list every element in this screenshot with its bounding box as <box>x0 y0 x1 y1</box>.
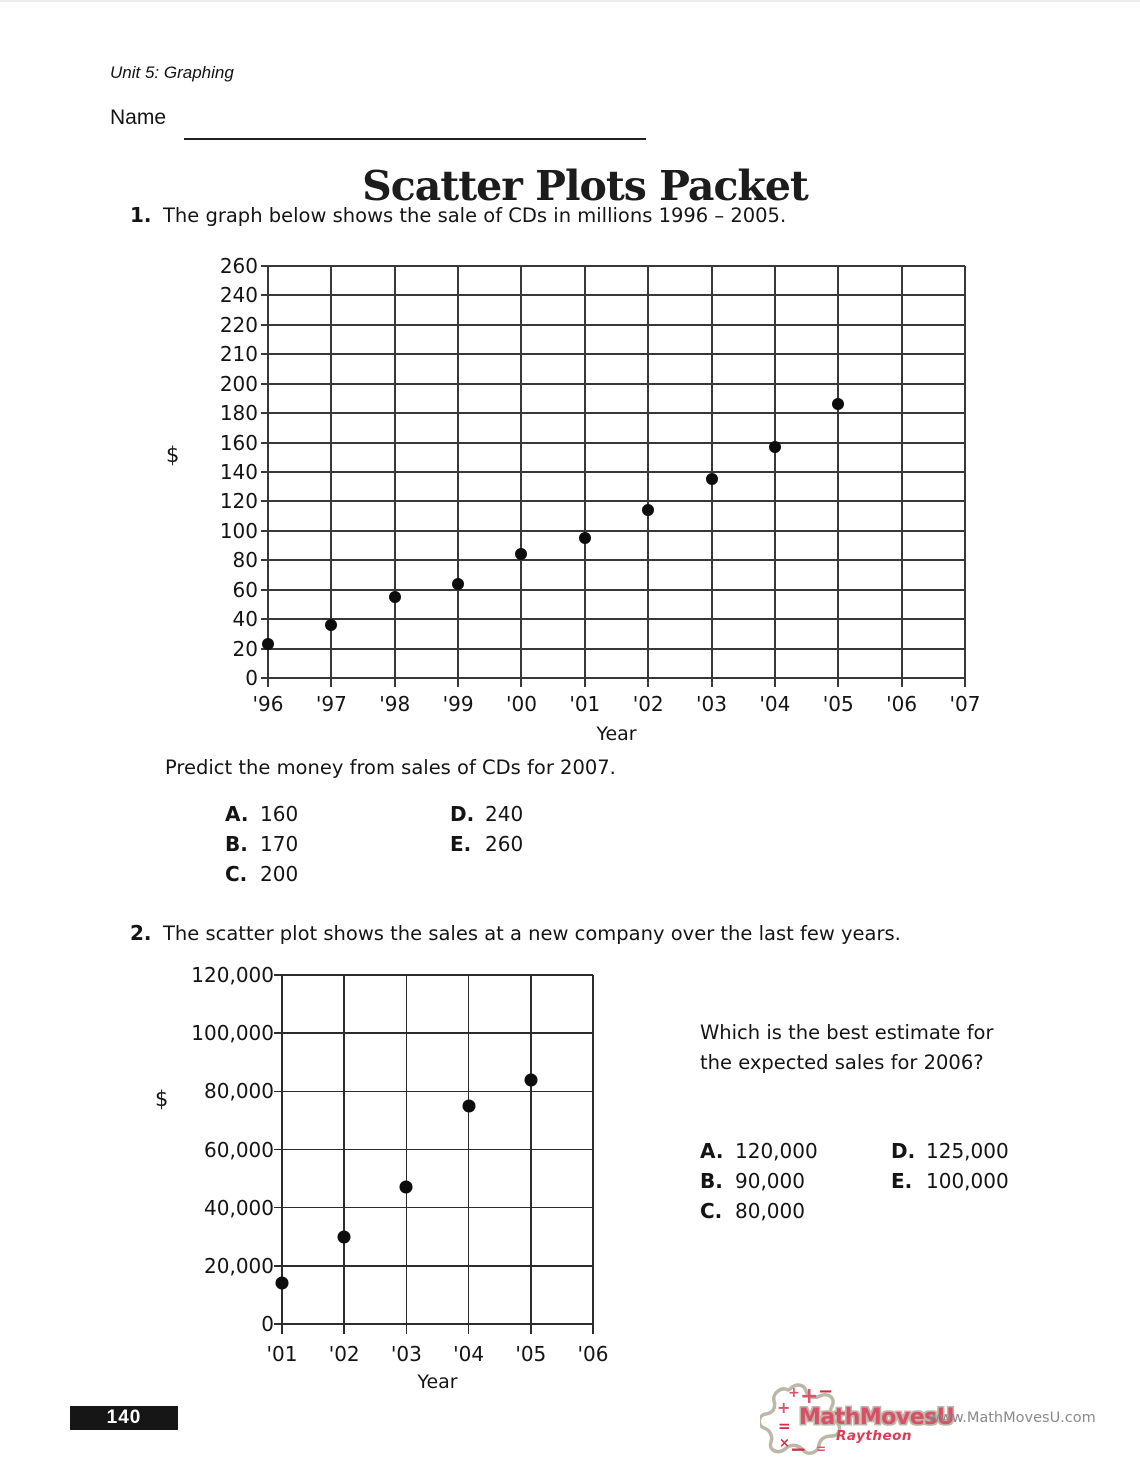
y-tick-label: 60,000 <box>204 1137 274 1162</box>
answer-option-letter: E. <box>450 832 472 856</box>
answer-option <box>700 1166 818 1196</box>
svg-text:+: + <box>777 1398 791 1417</box>
y-tick-label: 20 <box>232 636 258 661</box>
svg-text:+: + <box>788 1385 800 1401</box>
gridline-vertical <box>468 975 470 1334</box>
x-tick-label: '98 <box>379 692 411 716</box>
question2-options-column2 <box>891 1136 1009 1196</box>
y-tick-label: 160 <box>219 430 258 455</box>
company-chart-x-axis-title: Year <box>417 1371 458 1393</box>
name-blank-line <box>184 110 646 140</box>
x-tick-label: '03 <box>390 1342 422 1366</box>
y-tick-label: 80 <box>232 548 258 573</box>
y-tick-label: 20,000 <box>204 1253 274 1278</box>
gridline-vertical <box>394 266 396 687</box>
data-point <box>389 591 401 603</box>
y-tick-label: 40 <box>232 607 258 632</box>
x-tick-label: '05 <box>515 1342 547 1366</box>
gridline-horizontal <box>261 442 965 444</box>
x-tick-label: '06 <box>577 1342 609 1366</box>
answer-option-letter: D. <box>450 802 475 826</box>
data-point <box>832 398 844 410</box>
raytheon-logo-text: Raytheon <box>836 1428 912 1444</box>
answer-option-value: 240 <box>485 802 524 826</box>
data-point <box>515 548 527 560</box>
answer-option <box>891 1136 1009 1166</box>
x-tick-label: '02 <box>632 692 664 716</box>
data-point <box>579 532 591 544</box>
data-point <box>462 1099 475 1112</box>
y-tick-label: 140 <box>219 460 258 484</box>
gridline-vertical <box>530 975 532 1334</box>
gridline-vertical <box>457 266 459 687</box>
data-point <box>338 1230 351 1243</box>
y-tick-label: 180 <box>219 401 258 426</box>
data-point <box>400 1181 413 1194</box>
gridline-horizontal <box>261 324 965 326</box>
svg-text:=: = <box>778 1417 791 1435</box>
gridline-horizontal <box>274 1032 593 1034</box>
question1-stem: The graph below shows the sale of CDs in millions 1996 – 2005. <box>163 204 787 227</box>
cd-chart-x-axis-labels <box>252 692 981 716</box>
y-tick-label: 80,000 <box>204 1079 274 1104</box>
x-tick-label: '02 <box>328 1342 360 1366</box>
y-tick-label: 40,000 <box>204 1195 274 1220</box>
gridline-vertical <box>647 266 649 687</box>
cd-chart-y-axis-labels <box>150 254 258 690</box>
gridline-vertical <box>774 266 776 687</box>
answer-option-letter: D. <box>891 1139 916 1163</box>
svg-text:=: = <box>816 1442 827 1456</box>
y-tick-label: 220 <box>219 312 258 337</box>
answer-option-value: 120,000 <box>735 1139 818 1163</box>
gridline-horizontal <box>261 265 965 267</box>
y-tick-label: 120,000 <box>191 963 274 987</box>
gridline-horizontal <box>274 1265 593 1267</box>
data-point <box>325 619 337 631</box>
gridline-vertical <box>837 266 839 687</box>
y-tick-label: 60 <box>232 577 258 602</box>
gridline-horizontal <box>261 353 965 355</box>
data-point <box>452 578 464 590</box>
gridline-horizontal <box>274 1091 593 1093</box>
gridline-horizontal <box>274 974 593 976</box>
x-tick-label: '04 <box>759 692 791 716</box>
gridline-vertical <box>343 975 345 1334</box>
data-point <box>262 638 274 650</box>
gridline-vertical <box>584 266 586 687</box>
company-chart-y-axis-labels <box>140 963 274 1336</box>
data-point <box>642 504 654 516</box>
answer-option-value: 200 <box>260 862 299 886</box>
gridline-horizontal <box>261 383 965 385</box>
x-tick-label: '01 <box>569 692 601 716</box>
gridline-horizontal <box>261 648 965 650</box>
answer-option-letter: A. <box>225 802 249 826</box>
data-point <box>276 1277 289 1290</box>
question2-number: 2. <box>130 921 152 945</box>
gridline-vertical <box>406 975 408 1334</box>
answer-option-letter: C. <box>225 862 248 886</box>
answer-option-letter: A. <box>700 1139 724 1163</box>
gridline-horizontal <box>274 1323 593 1325</box>
data-point <box>706 473 718 485</box>
x-tick-label: '03 <box>696 692 728 716</box>
gridline-horizontal <box>261 530 965 532</box>
answer-option-value: 160 <box>260 802 299 826</box>
cd-chart-x-axis-title: Year <box>596 723 637 745</box>
gridline-vertical <box>901 266 903 687</box>
answer-option-value: 90,000 <box>735 1169 805 1193</box>
gridline-horizontal <box>261 677 965 679</box>
gridline-vertical <box>964 266 966 687</box>
answer-option-value: 80,000 <box>735 1199 805 1223</box>
cd-sales-scatter-plot <box>268 266 965 678</box>
answer-option <box>700 1136 818 1166</box>
gridline-horizontal <box>261 471 965 473</box>
answer-option-value: 125,000 <box>926 1139 1009 1163</box>
answer-option-letter: E. <box>891 1169 913 1193</box>
company-chart-x-axis-labels <box>266 1342 609 1366</box>
answer-option-letter: C. <box>700 1199 723 1223</box>
question1-options-column2 <box>450 799 523 859</box>
x-tick-label: '06 <box>886 692 918 716</box>
y-tick-label: 0 <box>261 1312 274 1336</box>
y-tick-label: 0 <box>245 666 258 690</box>
x-tick-label: '01 <box>266 1342 298 1366</box>
y-tick-label: 210 <box>219 342 258 367</box>
mathmovesu-logo-text: MathMovesU <box>799 1405 955 1430</box>
svg-text:×: × <box>779 1436 790 1451</box>
answer-option-letter: B. <box>225 832 248 856</box>
gridline-horizontal <box>274 1149 593 1151</box>
question2-question-text: Which is the best estimate for the expected sales for 2006? <box>700 1021 994 1074</box>
page-title: Scatter Plots Packet <box>362 162 808 210</box>
cd-chart-y-axis-title: $ <box>166 443 180 467</box>
y-tick-label: 200 <box>219 371 258 396</box>
x-tick-label: '99 <box>442 692 474 716</box>
question2-stem: The scatter plot shows the sales at a new company over the last few years. <box>163 922 901 945</box>
gridline-vertical <box>520 266 522 687</box>
gridline-vertical <box>592 975 594 1334</box>
name-label: Name <box>110 106 167 129</box>
svg-text:−: − <box>790 1437 807 1459</box>
y-tick-label: 260 <box>219 254 258 278</box>
gridline-horizontal <box>261 618 965 620</box>
x-tick-label: '97 <box>315 692 347 716</box>
svg-text:+: + <box>800 1384 819 1409</box>
answer-option <box>225 859 298 889</box>
gridline-vertical <box>267 266 269 687</box>
svg-text:−: − <box>818 1381 834 1402</box>
company-sales-scatter-plot <box>282 975 593 1324</box>
answer-option-value: 170 <box>260 832 299 856</box>
x-tick-label: '07 <box>949 692 981 716</box>
gridline-horizontal <box>261 294 965 296</box>
y-tick-label: 100,000 <box>191 1021 274 1046</box>
answer-option <box>700 1196 818 1226</box>
y-tick-label: 240 <box>219 283 258 308</box>
x-tick-label: '96 <box>252 692 284 716</box>
unit-label: Unit 5: Graphing <box>110 63 234 82</box>
website-url: www.MathMovesU.com <box>928 1410 1096 1426</box>
x-tick-label: '00 <box>505 692 537 716</box>
answer-option <box>225 799 298 829</box>
y-tick-label: 120 <box>219 489 258 514</box>
answer-option <box>225 829 298 859</box>
answer-option-value: 260 <box>485 832 524 856</box>
data-point <box>769 441 781 453</box>
question1-options-column1 <box>225 799 298 889</box>
question1-prompt: Predict the money from sales of CDs for 2007. <box>165 756 616 779</box>
page-number-badge: 140 <box>70 1406 178 1430</box>
gridline-horizontal <box>261 589 965 591</box>
y-tick-label: 100 <box>219 518 258 543</box>
x-tick-label: '05 <box>822 692 854 716</box>
x-tick-label: '04 <box>453 1342 485 1366</box>
answer-option <box>891 1166 1009 1196</box>
company-chart-y-axis-title: $ <box>155 1087 169 1111</box>
gridline-horizontal <box>261 559 965 561</box>
answer-option <box>450 799 523 829</box>
data-point <box>524 1073 537 1086</box>
answer-option-value: 100,000 <box>926 1169 1009 1193</box>
question1-number: 1. <box>130 203 152 227</box>
gridline-horizontal <box>261 412 965 414</box>
answer-option-letter: B. <box>700 1169 723 1193</box>
gridline-horizontal <box>261 500 965 502</box>
gridline-horizontal <box>274 1207 593 1209</box>
answer-option <box>450 829 523 859</box>
question2-options-column1 <box>700 1136 818 1226</box>
